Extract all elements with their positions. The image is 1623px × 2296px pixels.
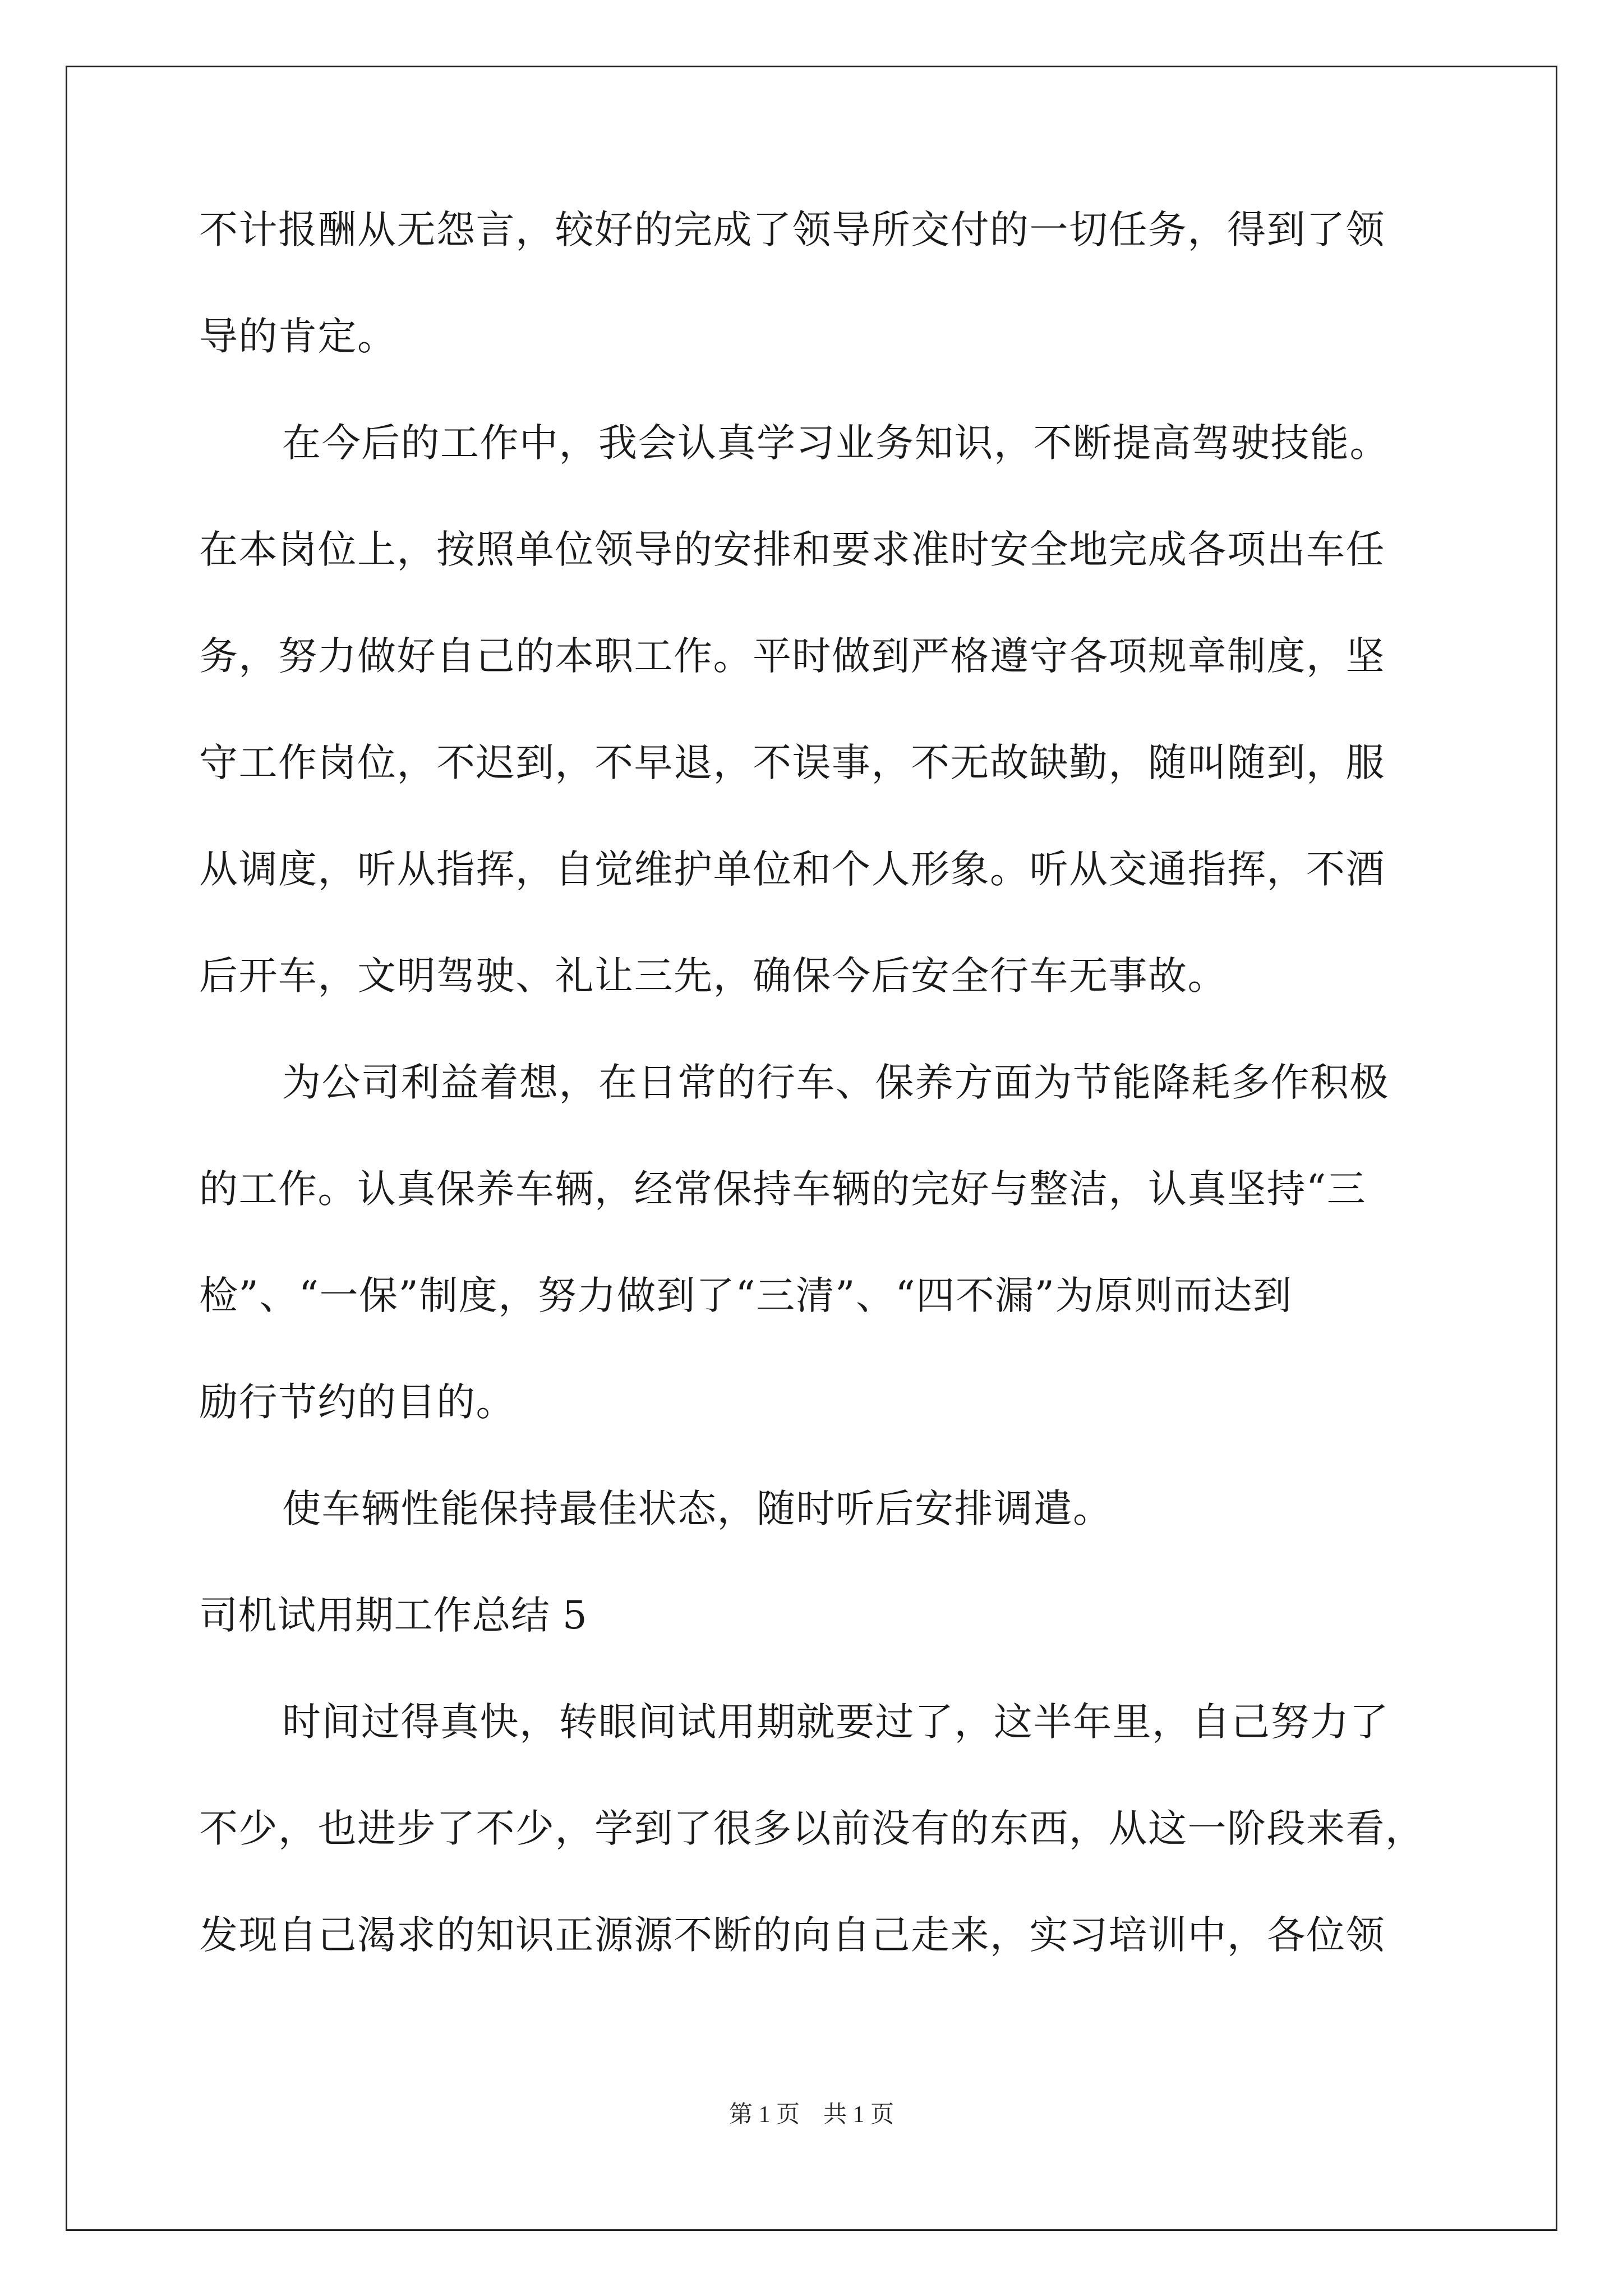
text-line: 不少，也进步了不少，学到了很多以前没有的东西，从这一阶段来看， bbox=[199, 1806, 1425, 1851]
text-line: 导的肯定。 bbox=[199, 314, 397, 359]
section-heading: 司机试用期工作总结 5 bbox=[199, 1593, 588, 1638]
text-line: 不计报酬从无怨言，较好的完成了领导所交付的一切任务，得到了领 bbox=[199, 208, 1385, 252]
text-line: 检”、“一保”制度，努力做到了“三清”、“四不漏”为原则而达到 bbox=[199, 1273, 1293, 1318]
paragraph-start-line: 为公司利益着想，在日常的行车、保养方面为节能降耗多作积极 bbox=[282, 1060, 1389, 1105]
text-line: 在本岗位上，按照单位领导的安排和要求准时安全地完成各项出车任 bbox=[199, 527, 1385, 572]
text-line: 务，努力做好自己的本职工作。平时做到严格遵守各项规章制度，坚 bbox=[199, 634, 1385, 679]
paragraph-start-line: 在今后的工作中，我会认真学习业务知识，不断提高驾驶技能。 bbox=[282, 421, 1389, 466]
text-line: 发现自己渴求的知识正源源不断的向自己走来，实习培训中，各位领 bbox=[199, 1913, 1385, 1958]
text-line: 从调度，听从指挥，自觉维护单位和个人形象。听从交通指挥，不酒 bbox=[199, 847, 1385, 892]
text-line: 的工作。认真保养车辆，经常保持车辆的完好与整洁，认真坚持“三 bbox=[199, 1167, 1367, 1212]
paragraph-start-line: 使车辆性能保持最佳状态，随时听后安排调遣。 bbox=[282, 1487, 1113, 1531]
text-line: 后开车，文明驾驶、礼让三先，确保今后安全行车无事故。 bbox=[199, 954, 1227, 999]
page-footer: 第 1 页 共 1 页 bbox=[728, 2102, 894, 2128]
paragraph-start-line: 时间过得真快，转眼间试用期就要过了，这半年里，自己努力了 bbox=[282, 1700, 1389, 1745]
text-line: 守工作岗位，不迟到，不早退，不误事，不无故缺勤，随叫随到，服 bbox=[199, 740, 1385, 785]
text-line: 励行节约的目的。 bbox=[199, 1380, 515, 1425]
